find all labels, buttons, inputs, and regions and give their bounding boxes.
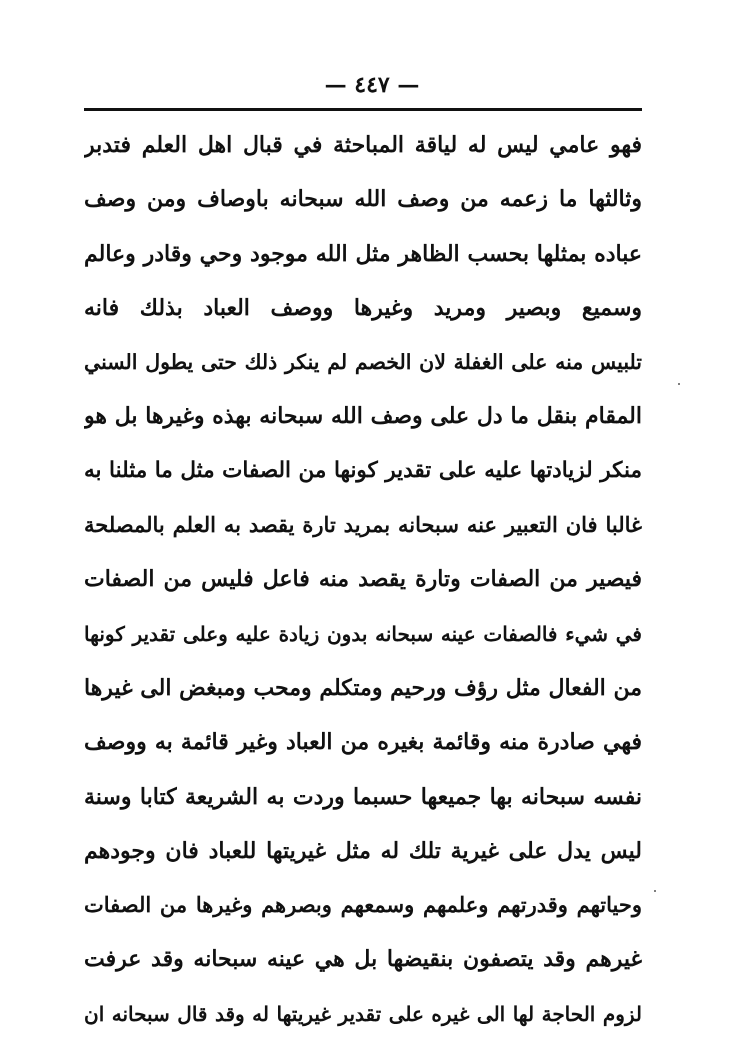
- text-line: غيرهم وقد يتصفون بنقيضها بل هي عينه سبحانه وقد عرفت: [84, 946, 642, 973]
- text-line: فهي صادرة منه وقائمة بغيره من العباد وغير قائمة به ووصف: [84, 729, 642, 756]
- text-line: وسميع وبصير ومريد وغيرها ووصف العباد بذلك فانه: [84, 294, 642, 321]
- scan-speck: [678, 383, 680, 385]
- text-line: غالبا فان التعبير عنه سبحانه بمريد تارة يقصد به العلم بالمصلحة: [84, 512, 642, 538]
- text-line: المقام بنقل ما دل على وصف الله سبحانه بهذه وغيرها بل هو: [84, 403, 642, 430]
- text-line: منكر لزيادتها عليه على تقدير كونها من الصفات مثل ما مثلنا به: [84, 457, 642, 483]
- text-line: في شيء فالصفات عينه سبحانه بدون زيادة عليه وعلى تقدير كونها: [84, 621, 642, 646]
- text-line: فهو عامي ليس له لياقة المباحثة في قبال اهل العلم فتدبر: [84, 132, 642, 158]
- text-line: وثالثها ما زعمه من وصف الله سبحانه باوصاف ومن وصف: [84, 186, 642, 213]
- text-line: لزوم الحاجة لها الى غيره على تقدير غيريتها له وقد قال سبحانه ان: [84, 1001, 642, 1026]
- text-line: من الفعال مثل رؤف ورحيم ومتكلم ومحب ومبغض الى غيرها: [84, 674, 642, 701]
- text-line: فيصير من الصفات وتارة يقصد منه فاعل فليس من الصفات: [84, 566, 642, 593]
- text-line: وحياتهم وقدرتهم وعلمهم وسمعهم وبصرهم وغيرها من الصفات: [84, 892, 642, 918]
- header-rule: [84, 108, 642, 111]
- text-line: نفسه سبحانه بها جميعها حسبما وردت به الشريعة كتابا وسنة: [84, 783, 642, 810]
- page-number: — ٤٤٧ —: [324, 72, 420, 98]
- text-line: عباده بمثلها بحسب الظاهر مثل الله موجود وحي وقادر وعالم: [84, 240, 642, 267]
- page-body-text: [84, 118, 642, 1041]
- text-line: ليس يدل على غيرية تلك له مثل غيريتها للعباد فان وجودهم: [84, 837, 642, 864]
- scan-speck: [654, 890, 656, 892]
- text-line: تلبيس منه على الغفلة لان الخصم لم ينكر ذلك حتى يطول السني: [84, 350, 642, 375]
